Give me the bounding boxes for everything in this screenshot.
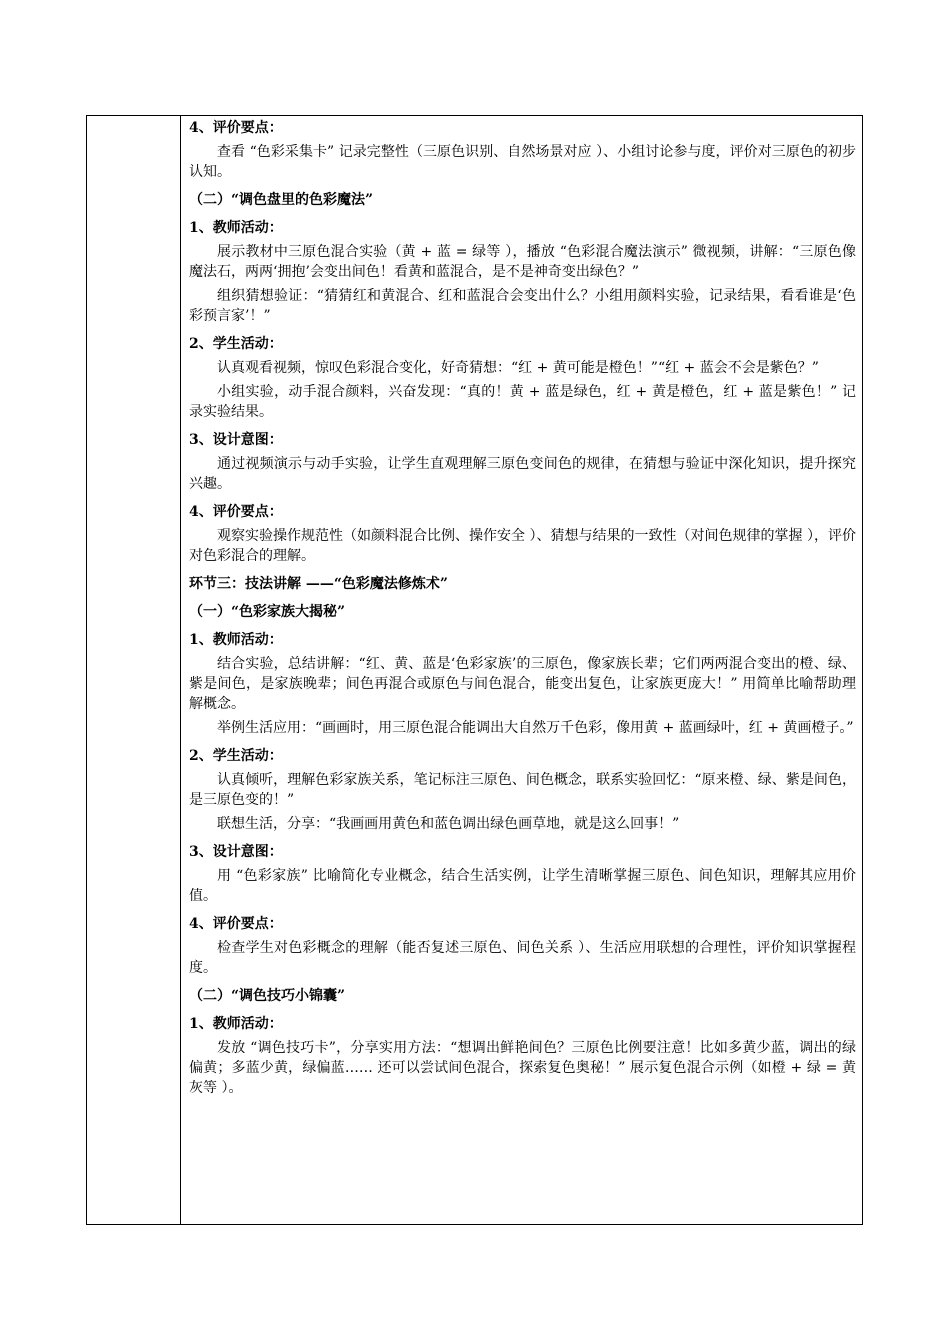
heading-design-intent: 3、设计意图： <box>189 432 283 448</box>
section-heading-mixing-tips: （二）“调色技巧小锦囊” <box>189 988 346 1004</box>
paragraph: 认真倾听，理解色彩家族关系，笔记标注三原色、间色概念，联系实验回忆：“原来橙、绿、紫是间色，是三原色变的！” <box>189 772 856 808</box>
heading-design-intent: 3、设计意图： <box>189 844 283 860</box>
stage-heading-technique: 环节三：技法讲解 ——“色彩魔法修炼术” <box>189 576 448 592</box>
paragraph: 小组实验，动手混合颜料，兴奋发现：“真的！黄 + 蓝是绿色，红 + 黄是橙色，红 + 蓝是紫色！” 记录实验结果。 <box>189 384 856 420</box>
paragraph: 通过视频演示与动手实验，让学生直观理解三原色变间色的规律，在猜想与验证中深化知识，提升探究兴趣。 <box>189 456 856 492</box>
paragraph: 组织猜想验证：“猜猜红和黄混合、红和蓝混合会变出什么？小组用颜料实验，记录结果，看看谁是‘色彩预言家’！” <box>189 288 856 324</box>
heading-teacher-activity: 1、教师活动： <box>189 220 283 236</box>
heading-evaluation-points: 4、评价要点： <box>189 916 283 932</box>
paragraph: 结合实验，总结讲解：“红、黄、蓝是‘色彩家族’的三原色，像家族长辈；它们两两混合变出的橙、绿、紫是间色，是家族晚辈；间色再混合或原色与间色混合，能变出复色，让家族更庞大！” 用简单比喻帮助理解概念。 <box>189 656 856 712</box>
paragraph: 展示教材中三原色混合实验（黄 + 蓝 = 绿等 ），播放 “色彩混合魔法演示” 微视频，讲解：“三原色像魔法石，两两‘拥抱’会变出间色！看黄和蓝混合，是不是神奇变出绿色？” <box>189 244 856 280</box>
heading-student-activity: 2、学生活动： <box>189 748 283 764</box>
heading-student-activity: 2、学生活动： <box>189 336 283 352</box>
paragraph: 认真观看视频，惊叹色彩混合变化，好奇猜想：“红 + 黄可能是橙色！”“红 + 蓝会不会是紫色？” <box>217 360 819 376</box>
section-heading-palette-magic: （二）“调色盘里的色彩魔法” <box>189 192 374 208</box>
heading-teacher-activity: 1、教师活动： <box>189 632 283 648</box>
section-heading-color-family: （一）“色彩家族大揭秘” <box>189 604 346 620</box>
left-column-cell <box>87 116 181 1224</box>
heading-evaluation-points: 4、评价要点： <box>189 120 283 136</box>
paragraph: 用 “色彩家族” 比喻简化专业概念，结合生活实例，让学生清晰掌握三原色、间色知识，理解其应用价值。 <box>189 868 856 904</box>
lesson-table <box>86 115 863 1225</box>
heading-evaluation-points: 4、评价要点： <box>189 504 283 520</box>
heading-teacher-activity: 1、教师活动： <box>189 1016 283 1032</box>
paragraph: 观察实验操作规范性（如颜料混合比例、操作安全 ）、猜想与结果的一致性（对间色规律的掌握 ），评价对色彩混合的理解。 <box>189 528 856 564</box>
paragraph: 检查学生对色彩概念的理解（能否复述三原色、间色关系 ）、生活应用联想的合理性，评价知识掌握程度。 <box>189 940 856 976</box>
paragraph: 查看 “色彩采集卡” 记录完整性（三原色识别、自然场景对应 ）、小组讨论参与度，评价对三原色的初步认知。 <box>189 144 856 180</box>
paragraph: 发放 “调色技巧卡”，分享实用方法：“想调出鲜艳间色？三原色比例要注意！比如多黄少蓝，调出的绿偏黄；多蓝少黄，绿偏蓝…… 还可以尝试间色混合，探索复色奥秘！” 展示复色混合示例（如橙 + 绿 = 黄灰等 ）。 <box>189 1040 856 1096</box>
paragraph: 联想生活，分享：“我画画用黄色和蓝色调出绿色画草地，就是这么回事！” <box>217 816 680 832</box>
paragraph: 举例生活应用：“画画时，用三原色混合能调出大自然万千色彩，像用黄 + 蓝画绿叶，红 + 黄画橙子。” <box>217 720 854 736</box>
content-cell <box>189 118 856 1098</box>
